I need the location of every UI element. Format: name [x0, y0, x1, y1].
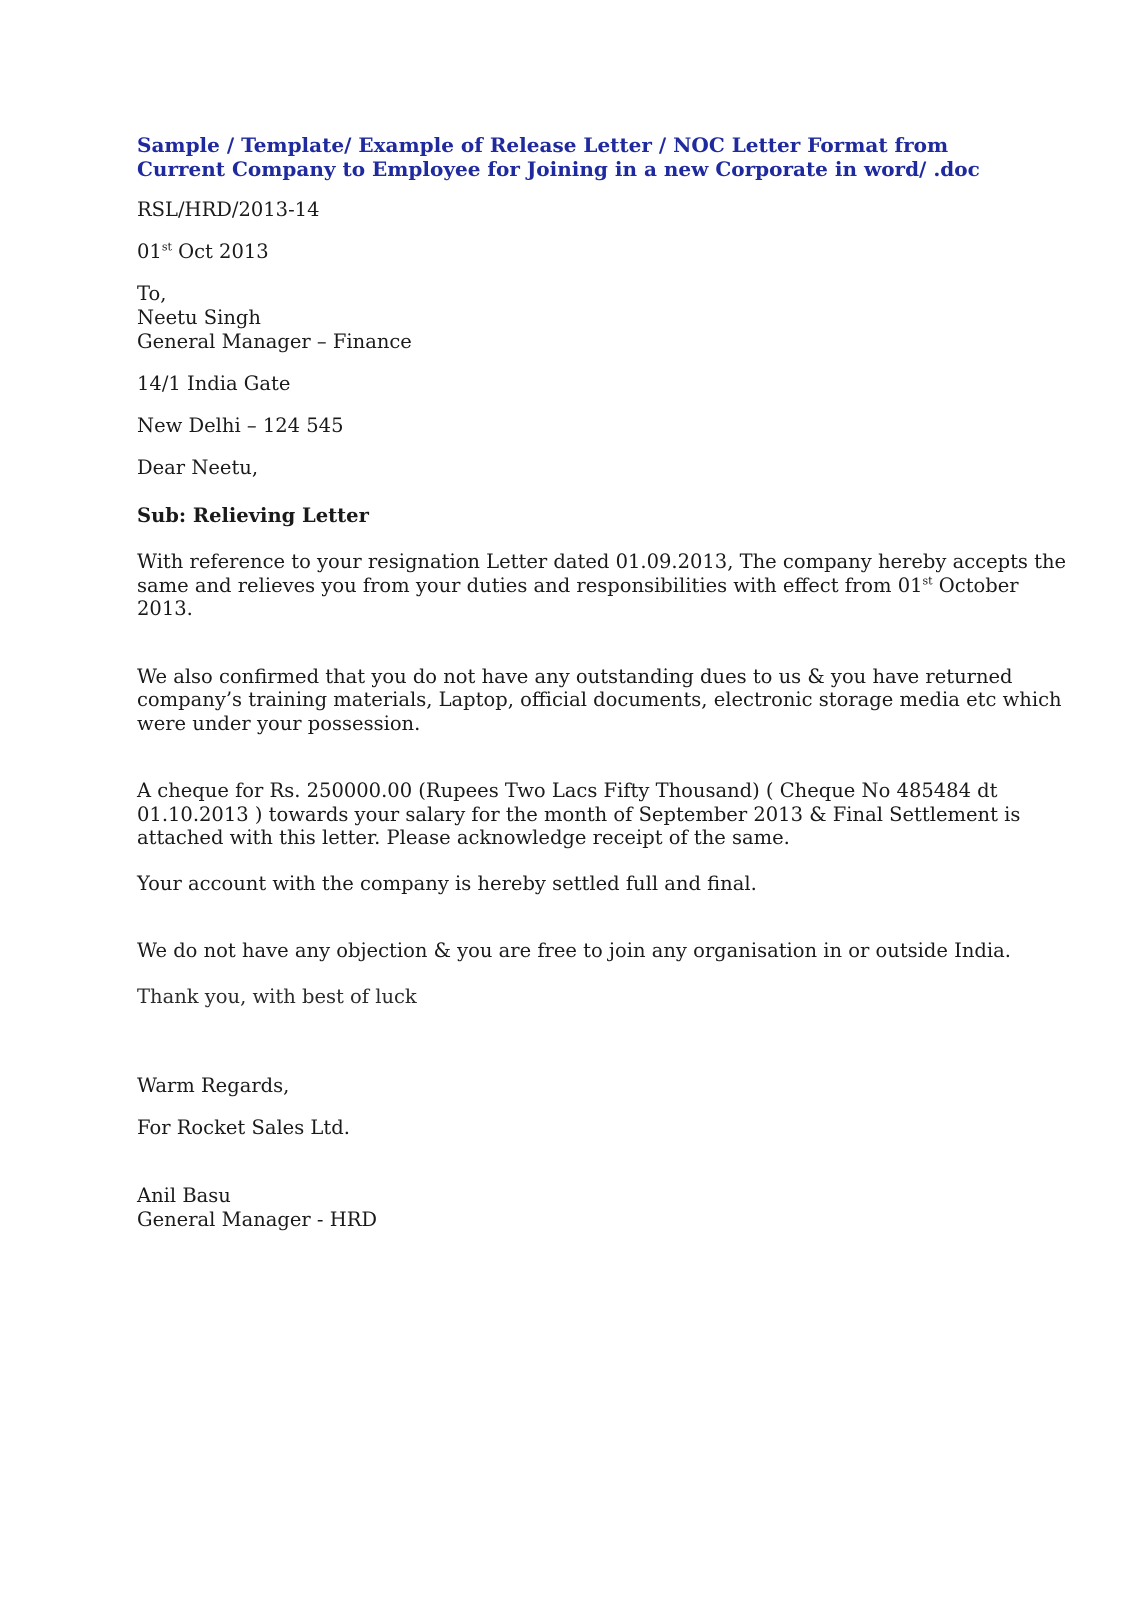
paragraph-2-line-1: We also confirmed that you do not have any outstanding dues to us & you have returned — [137, 664, 1013, 688]
letter-date — [137, 240, 1007, 264]
paragraph-3 — [137, 779, 1021, 850]
paragraph-2-line-2: company’s training materials, Laptop, official documents, electronic storage media etc which — [137, 688, 1062, 711]
paragraph-3-line-2: 01.10.2013 ) towards your salary for the month of September 2013 & Final Settlement is — [137, 802, 1021, 826]
date-suffix: st — [161, 240, 172, 254]
address-line-2: New Delhi – 124 545 — [137, 414, 344, 437]
date-rest: Oct 2013 — [171, 240, 269, 263]
paragraph-1-line-1: With reference to your resignation Letter dated 01.09.2013, The company hereby accepts the — [137, 550, 1067, 573]
recipient-name: Neetu Singh — [137, 306, 261, 329]
signatory-name: Anil Basu — [137, 1184, 231, 1207]
paragraph-1 — [137, 550, 1067, 621]
letter-page — [137, 133, 1067, 1232]
heading-line-2: Current Company to Employee for Joining in a new Corporate in word/ .doc — [137, 157, 980, 181]
recipient-title: General Manager – Finance — [137, 330, 412, 353]
paragraph-3-line-3: attached with this letter. Please acknowledge receipt of the same. — [137, 826, 790, 849]
thanks-line: Thank you, with best of luck — [137, 984, 417, 1008]
salutation: Dear Neetu, — [137, 456, 259, 479]
subject-line: Sub: Relieving Letter — [137, 504, 369, 527]
paragraph-3-line-1: A cheque for Rs. 250000.00 (Rupees Two Lacs Fifty Thousand) ( Cheque No 485484 dt — [137, 779, 998, 802]
document-heading — [137, 133, 1007, 181]
paragraph-1-line-2b: October — [932, 573, 1019, 597]
date-day: 01 — [137, 240, 162, 263]
paragraph-1-line-2-sup: st — [922, 574, 933, 587]
signatory-title: General Manager - HRD — [137, 1208, 378, 1231]
paragraph-2-line-3: were under your possession. — [137, 711, 421, 735]
paragraph-2 — [137, 664, 1062, 736]
company-line: For Rocket Sales Ltd. — [137, 1116, 350, 1139]
paragraph-1-line-2a: same and relieves you from your duties and responsibilities with effect from 01 — [137, 573, 923, 597]
recipient-block — [137, 282, 1007, 354]
paragraph-5: We do not have any objection & you are free to join any organisation in or outside India. — [137, 939, 1011, 962]
closing-line: Warm Regards, — [137, 1074, 290, 1097]
paragraph-4: Your account with the company is hereby settled full and final. — [137, 871, 757, 895]
address-line-1: 14/1 India Gate — [137, 372, 291, 395]
to-label: To, — [137, 282, 167, 305]
signature-block — [137, 1184, 1007, 1232]
reference-number: RSL/HRD/2013-14 — [137, 198, 320, 221]
paragraph-1-line-2 — [137, 573, 1019, 598]
paragraph-1-line-3: 2013. — [137, 597, 193, 620]
heading-line-1: Sample / Template/ Example of Release Letter / NOC Letter Format from — [137, 133, 949, 157]
